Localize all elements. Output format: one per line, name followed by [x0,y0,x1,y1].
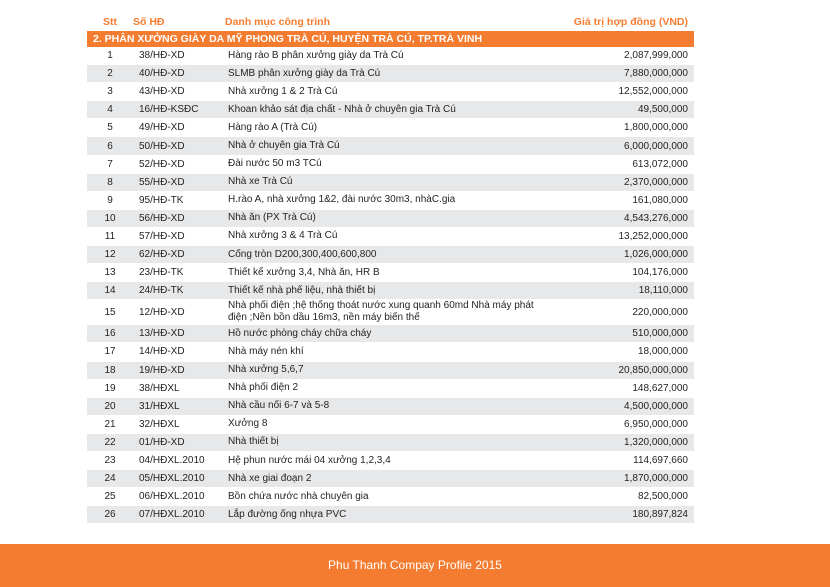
table-body [87,31,694,524]
table-row [87,433,694,451]
row-description: Nhà xe Trà Cú [225,173,545,191]
row-stt: 25 [87,488,133,506]
row-value: 1,800,000,000 [545,119,694,137]
row-value: 13,252,000,000 [545,227,694,245]
table-row [87,227,694,245]
row-description: Hàng rào B phân xưởng giày da Trà Cú [225,47,545,65]
row-description: Nhà cầu nối 6-7 và 5-8 [225,397,545,415]
row-stt: 3 [87,83,133,101]
table-row [87,415,694,433]
row-value: 82,500,000 [545,488,694,506]
table-row [87,397,694,415]
row-stt: 6 [87,137,133,155]
row-stt: 1 [87,47,133,65]
row-value: 20,850,000,000 [545,361,694,379]
section-row [87,31,694,47]
table-row [87,343,694,361]
table-row [87,119,694,137]
row-so-hd: 49/HĐ-XD [133,119,225,137]
row-stt: 26 [87,506,133,524]
row-description: Nhà xưởng 5,6,7 [225,361,545,379]
row-value: 114,697,660 [545,451,694,469]
table-row [87,47,694,65]
row-description: Nhà phối điện 2 [225,379,545,397]
row-stt: 19 [87,379,133,397]
table-row [87,173,694,191]
table-row [87,264,694,282]
row-description: Nhà ăn (PX Trà Cú) [225,209,545,227]
row-description: SLMB phân xưởng giày da Trà Cú [225,65,545,83]
row-so-hd: 31/HĐXL [133,397,225,415]
row-value: 18,000,000 [545,343,694,361]
row-value: 220,000,000 [545,300,694,325]
footer-bar [0,544,830,587]
header-stt: Stt [103,15,117,28]
row-stt: 20 [87,397,133,415]
row-so-hd: 52/HĐ-XD [133,155,225,173]
row-stt: 7 [87,155,133,173]
row-value: 6,000,000,000 [545,137,694,155]
table-row [87,488,694,506]
row-value: 161,080,000 [545,191,694,209]
row-stt: 11 [87,227,133,245]
row-value: 7,880,000,000 [545,65,694,83]
row-stt: 9 [87,191,133,209]
table-row [87,101,694,119]
row-so-hd: 13/HĐ-XD [133,325,225,343]
footer-text: Phu Thanh Compay Profile 2015 [328,558,502,572]
row-so-hd: 57/HĐ-XD [133,227,225,245]
row-value: 49,500,000 [545,101,694,119]
table-row [87,361,694,379]
row-description: Đài nước 50 m3 TCú [225,155,545,173]
row-so-hd: 07/HĐXL.2010 [133,506,225,524]
row-stt: 5 [87,119,133,137]
row-value: 613,072,000 [545,155,694,173]
row-description: Hệ phun nước mái 04 xưởng 1,2,3,4 [225,451,545,469]
table-row [87,83,694,101]
header-gia-tri: Giá trị hợp đồng (VND) [573,15,688,28]
row-so-hd: 16/HĐ-KSĐC [133,101,225,119]
contracts-table [87,12,694,524]
row-so-hd: 12/HĐ-XD [133,300,225,325]
row-stt: 18 [87,361,133,379]
row-so-hd: 38/HĐ-XD [133,47,225,65]
row-description: Nhà xe giai đoạn 2 [225,470,545,488]
row-description: Nhà xưởng 1 & 2 Trà Cú [225,83,545,101]
table-row [87,246,694,264]
row-description: Bồn chứa nước nhà chuyên gia [225,488,545,506]
table-row [87,155,694,173]
table-row [87,300,694,325]
table-row [87,470,694,488]
row-value: 6,950,000,000 [545,415,694,433]
table-row [87,506,694,524]
row-description: Nhà máy nén khí [225,343,545,361]
header-danh-muc: Danh mục công trình [225,15,330,28]
table-header-row [87,12,694,31]
row-so-hd: 24/HĐ-TK [133,282,225,300]
row-value: 1,026,000,000 [545,246,694,264]
row-value: 18,110,000 [545,282,694,300]
table-row [87,191,694,209]
row-stt: 14 [87,282,133,300]
table-row [87,379,694,397]
row-so-hd: 05/HĐXL.2010 [133,470,225,488]
row-so-hd: 95/HĐ-TK [133,191,225,209]
row-stt: 13 [87,264,133,282]
row-stt: 4 [87,101,133,119]
table-row [87,137,694,155]
row-value: 180,897,824 [545,506,694,524]
row-description: Nhà thiết bị [225,433,545,451]
row-so-hd: 01/HĐ-XD [133,433,225,451]
row-description: Thiết kế nhà phế liệu, nhà thiết bị [225,282,545,300]
row-stt: 15 [87,300,133,325]
row-description: Nhà phối điện ;hệ thống thoát nước xung quanh 60md Nhà máy phát điện ;Nền bồn dầu 16m3, nền máy biến thế [225,300,545,325]
row-description: Hàng rào A (Trà Cú) [225,119,545,137]
row-stt: 23 [87,451,133,469]
row-stt: 24 [87,470,133,488]
row-value: 104,176,000 [545,264,694,282]
row-value: 2,087,999,000 [545,47,694,65]
table-row [87,65,694,83]
row-description: Cống tròn D200,300,400,600,800 [225,246,545,264]
row-value: 1,870,000,000 [545,470,694,488]
row-description: Khoan khảo sát địa chất - Nhà ở chuyên gia Trà Cú [225,101,545,119]
row-so-hd: 56/HĐ-XD [133,209,225,227]
row-stt: 12 [87,246,133,264]
row-so-hd: 23/HĐ-TK [133,264,225,282]
row-so-hd: 40/HĐ-XD [133,65,225,83]
row-so-hd: 06/HĐXL.2010 [133,488,225,506]
row-value: 2,370,000,000 [545,173,694,191]
row-so-hd: 38/HĐXL [133,379,225,397]
row-so-hd: 62/HĐ-XD [133,246,225,264]
row-stt: 21 [87,415,133,433]
row-description: H.rào A, nhà xưởng 1&2, đài nước 30m3, nhàC.gia [225,191,545,209]
header-so-hd: Số HĐ [133,15,165,28]
row-value: 4,500,000,000 [545,397,694,415]
row-stt: 2 [87,65,133,83]
row-stt: 10 [87,209,133,227]
row-so-hd: 32/HĐXL [133,415,225,433]
row-stt: 17 [87,343,133,361]
row-stt: 16 [87,325,133,343]
table-row [87,325,694,343]
row-value: 148,627,000 [545,379,694,397]
row-stt: 8 [87,173,133,191]
table-row [87,451,694,469]
row-so-hd: 14/HĐ-XD [133,343,225,361]
row-description: Thiết kế xưởng 3,4, Nhà ăn, HR B [225,264,545,282]
row-so-hd: 50/HĐ-XD [133,137,225,155]
row-so-hd: 19/HĐ-XD [133,361,225,379]
table-row [87,209,694,227]
row-stt: 22 [87,433,133,451]
row-description: Xưởng 8 [225,415,545,433]
row-so-hd: 55/HĐ-XD [133,173,225,191]
row-value: 12,552,000,000 [545,83,694,101]
row-description: Lắp đường ống nhựa PVC [225,506,545,524]
row-value: 1,320,000,000 [545,433,694,451]
row-so-hd: 04/HĐXL.2010 [133,451,225,469]
row-value: 510,000,000 [545,325,694,343]
row-description: Nhà ở chuyên gia Trà Cú [225,137,545,155]
table-row [87,282,694,300]
row-so-hd: 43/HĐ-XD [133,83,225,101]
row-description: Hồ nước phòng cháy chữa cháy [225,325,545,343]
section-title: 2. PHÂN XƯỞNG GIÀY DA MỸ PHONG TRÀ CÚ, HUYỆN TRÀ CÚ, TP.TRÀ VINH [87,31,694,47]
row-description: Nhà xưởng 3 & 4 Trà Cú [225,227,545,245]
row-value: 4,543,276,000 [545,209,694,227]
